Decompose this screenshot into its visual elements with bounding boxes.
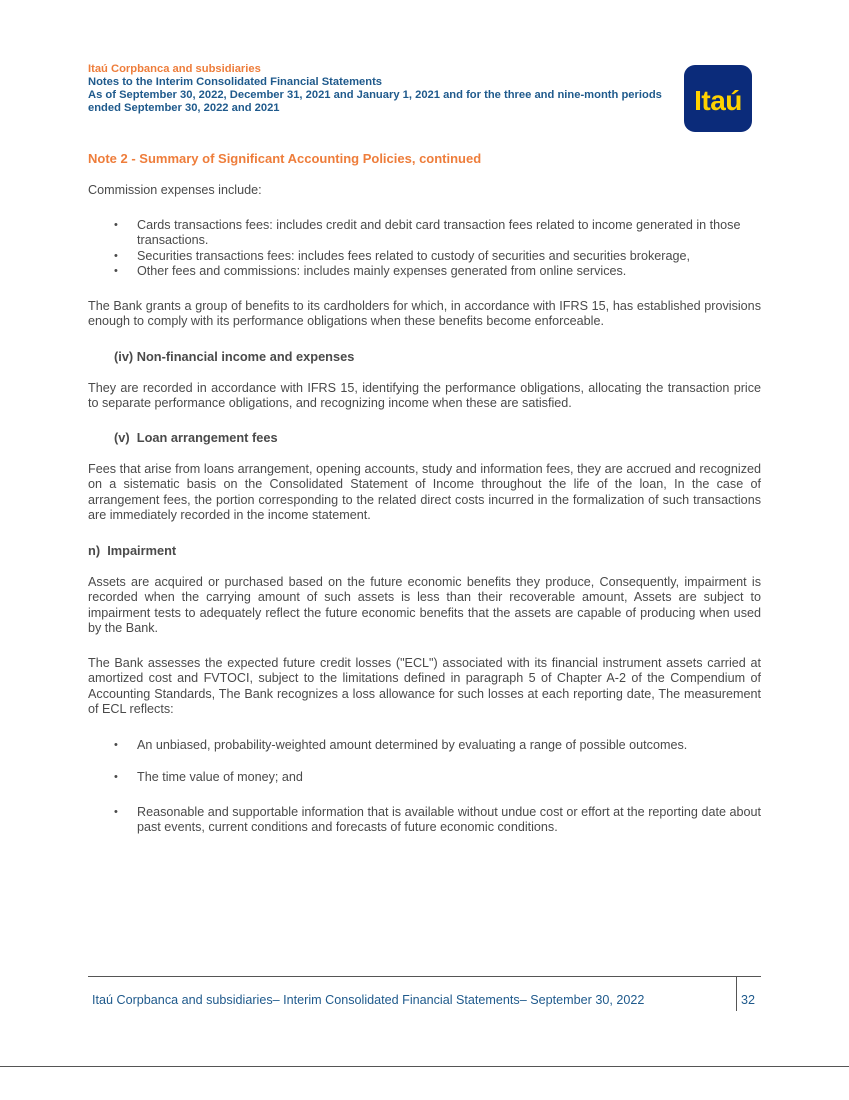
- document-header: [88, 63, 668, 115]
- commission-intro: Commission expenses include:: [88, 183, 262, 197]
- list-item: • Cards transactions fees: includes credit and debit card transaction fees related to income generated in those transactions.: [110, 218, 761, 249]
- paragraph-v: Fees that arise from loans arrangement, opening accounts, study and information fees, they are accrued and recognized on a sistematic basis on the Consolidated Statement of Income throughout the life of the loan, In the case of arrangement fees, the portion corresponding to the related direct costs incurred in the formalization of such transactions are immediately recorded in the income statement.: [88, 462, 761, 523]
- header-subtitle: Notes to the Interim Consolidated Financial Statements: [88, 76, 383, 88]
- paragraph-impairment-1: Assets are acquired or purchased based on the future economic benefits they produce, Consequently, impairment is recorded when the carrying amount of such assets is less than their recoverable amount, Assets are subject to impairment tests to adequately reflect the future economic benefits that the assets are capable of producing when used by the Bank.: [88, 575, 761, 636]
- ecl-list: [110, 805, 761, 836]
- ecl-list: [110, 738, 761, 753]
- footer-page-divider: [736, 976, 737, 1011]
- list-item: • Securities transactions fees: includes fees related to custody of securities and securities brokerage,: [110, 249, 761, 264]
- list-item: • An unbiased, probability-weighted amount determined by evaluating a range of possible outcomes.: [110, 738, 761, 753]
- subheading-n: n) Impairment: [88, 543, 177, 558]
- paragraph-iv: They are recorded in accordance with IFRS 15, identifying the performance obligations, allocating the transaction price to separate performance obligations, and recognizing income when these are satisfied.: [88, 381, 761, 411]
- header-company: Itaú Corpbanca and subsidiaries: [88, 63, 261, 75]
- page-number: 32: [741, 993, 756, 1007]
- itau-logo: [684, 65, 752, 132]
- page-bottom-rule: [0, 1066, 849, 1067]
- list-item: • The time value of money; and: [110, 770, 761, 785]
- paragraph-impairment-2: The Bank assesses the expected future credit losses ("ECL") associated with its financial instrument assets carried at amortized cost and FVTOCI, subject to the limitations defined in paragraph 5 of Chapter A-2 of the Compendium of Accounting Standards, The Bank recognizes a loss allowance for such losses at each reporting date, The measurement of ECL reflects:: [88, 656, 761, 717]
- ecl-list: [110, 770, 761, 785]
- paragraph-benefits: The Bank grants a group of benefits to its cardholders for which, in accordance with IFRS 15, has established provisions enough to comply with its performance obligations when these benefits become enforceable.: [88, 299, 761, 329]
- header-period: As of September 30, 2022, December 31, 2021 and January 1, 2021 and for the three and nine-month periods ended September 30, 2022 and 2021: [88, 89, 662, 114]
- subheading-iv: (iv) Non-financial income and expenses: [114, 349, 355, 364]
- commission-list: [110, 218, 761, 280]
- logo-text: Itaú: [694, 84, 742, 116]
- footer-divider: [88, 976, 761, 977]
- footer-text: Itaú Corpbanca and subsidiaries– Interim Consolidated Financial Statements– September 30, 2022: [92, 993, 645, 1007]
- note-title: Note 2 - Summary of Significant Accounting Policies, continued: [88, 151, 482, 166]
- list-item: • Other fees and commissions: includes mainly expenses generated from online services.: [110, 264, 761, 279]
- subheading-v: (v) Loan arrangement fees: [114, 430, 278, 445]
- list-item: • Reasonable and supportable information that is available without undue cost or effort at the reporting date about past events, current conditions and forecasts of future economic conditions.: [110, 805, 761, 836]
